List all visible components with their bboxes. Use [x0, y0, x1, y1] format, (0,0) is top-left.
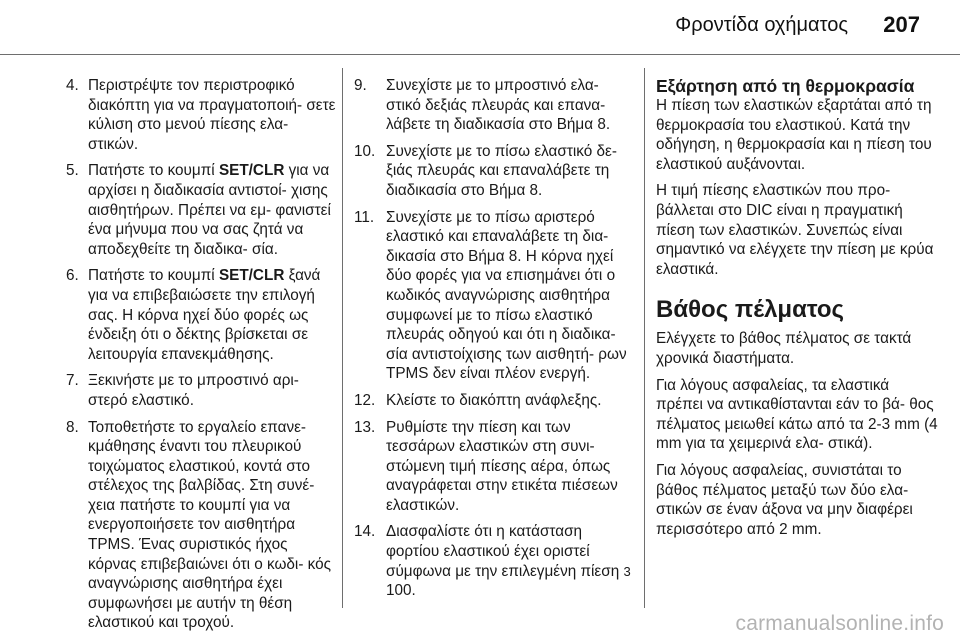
steps-list: [354, 76, 634, 601]
page-reference-arrow-icon: 3: [623, 563, 631, 579]
step-number: 4.: [66, 77, 79, 94]
paragraph: Η τιμή πίεσης ελαστικών που προ- βάλλεται στο DIC είναι η πραγματική πίεση των ελαστικών. Συνεπώς είναι σημαντικό να ελέγχετε την πίεση με κρύα ελαστικά.: [656, 182, 934, 278]
button-name: SET/CLR: [218, 267, 285, 285]
step-number: 10.: [354, 142, 376, 160]
step-item: [66, 418, 338, 634]
watermark: carmanualsonline.info: [735, 612, 944, 635]
paragraph: Η πίεση των ελαστικών εξαρτάται από τη θερμοκρασία του ελαστικού. Κατά την οδήγηση, η θερμοκρασία και η πίεση του ελαστικού αυξάνονται.: [656, 97, 932, 173]
section-subheading: Εξάρτηση από τη θερμοκρασία: [656, 76, 915, 96]
step-item: [66, 371, 338, 410]
step-text: Συνεχίστε με το μπροστινό ελα- στικό δεξιάς πλευράς και επανα- λάβετε τη διαδικασία στο Βήμα 8.: [386, 77, 611, 134]
steps-list: [66, 76, 338, 633]
page-header: [0, 0, 960, 60]
column-divider-1: [342, 68, 343, 608]
step-item: [66, 161, 338, 259]
column-middle: [354, 76, 634, 608]
step-item: [354, 418, 634, 516]
step-number: 8.: [66, 418, 79, 436]
step-text: Κλείστε το διακόπτη ανάφλεξης.: [386, 391, 602, 409]
step-item: [354, 142, 634, 201]
button-name: SET/CLR: [218, 162, 285, 180]
step-text: Ρυθμίστε την πίεση και των τεσσάρων ελαστικών στη συνι- στώμενη τιμή πίεσης αέρα, όπως αναγράφεται στην ετικέτα πιέσεων ελαστικών.: [386, 418, 618, 514]
section-heading: Βάθος πέλματος: [656, 296, 845, 324]
page-reference-link[interactable]: 100.: [386, 582, 416, 600]
page-number: 207: [883, 12, 920, 37]
column-left: [66, 76, 338, 640]
step-text: Ξεκινήστε με το μπροστινό αρι- στερό ελαστικό.: [88, 372, 299, 409]
page-title: Φροντίδα οχήματος: [675, 14, 848, 36]
step-item: [354, 208, 634, 384]
step-number: 5.: [66, 162, 79, 180]
step-text-pre: Πατήστε το κουμπί: [88, 162, 219, 180]
step-number: 13.: [354, 418, 376, 436]
step-text-post: ξανά για να επιβεβαιώσετε την επιλογή σας. Η κόρνα ηχεί δύο φορές ως ένδειξη ότι ο δέκτης βρίσκεται σε λειτουργία επανεκμάθησης.: [88, 267, 321, 363]
step-number: 9.: [354, 77, 367, 94]
step-item: [354, 391, 634, 411]
column-divider-2: [644, 68, 645, 608]
step-text: Τοποθετήστε το εργαλείο επανε- κμάθησης έναντι του πλευρικού τοιχώματος ελαστικού, κοντά στο στέλεχος της βαλβίδας. Στη συνέ- χεια πατήστε το κουμπί για να ενεργοποιήσετε τον αισθητήρα TPMS. Ένας συριστικός ήχος κόρνας επιβεβαιώνει ότι ο κωδι- κός αναγνώρισης αισθητήρα έχει συμφωνήσει με αυτήν τη θέση ελαστικού και τροχού.: [88, 418, 332, 632]
column-right: [656, 76, 938, 546]
step-number: 14.: [354, 523, 376, 541]
step-text-pre: Πατήστε το κουμπί: [88, 267, 219, 285]
paragraph: Για λόγους ασφαλείας, τα ελαστικά πρέπει να αντικαθίστανται εάν το βά- θος πέλματος μειωθεί κάτω από τα 2-3 mm (4 mm για τα χειμερινά ελα- στικά).: [656, 376, 938, 453]
step-number: 6.: [66, 267, 79, 285]
step-text: Διασφαλίστε ότι η κατάσταση φορτίου ελαστικού έχει οριστεί σύμφωνα με την επιλεγμένη πίεση: [386, 523, 620, 580]
step-item: [354, 76, 634, 135]
step-item: [66, 266, 338, 364]
step-item: [66, 76, 338, 154]
step-text-post: για να αρχίσει η διαδικασία αντιστοί- χισης αισθητήρων. Πρέπει να εμ- φανιστεί ένα μήνυμα που να σας ζητά να αποδεχθείτε τη διαδικα- σία.: [88, 162, 331, 258]
header-divider: [0, 54, 960, 55]
step-text: Συνεχίστε με το πίσω αριστερό ελαστικό και επαναλάβετε τη δια- δικασία στο Βήμα 8. Η κόρνα ηχεί δύο φορές για να επισημάνει ότι ο κωδικός αναγνώρισης αισθητήρα συμφωνεί με το πίσω ελαστικό πλευράς οδηγού και ότι η διαδικα- σία αντιστοίχισης των αισθητή- ρων TPMS δεν είναι πλέον ενεργή.: [386, 208, 627, 383]
paragraph: Για λόγους ασφαλείας, συνιστάται το βάθος πέλματος μεταξύ των δύο ελα- στικών σε έναν άξονα να μην διαφέρει περισσότερο από 2 mm.: [656, 461, 913, 538]
paragraph: Ελέγχετε το βάθος πέλματος σε τακτά χρονικά διαστήματα.: [656, 330, 912, 367]
step-text: Συνεχίστε με το πίσω ελαστικό δε- ξιάς πλευράς και επαναλάβετε τη διαδικασία στο Βήμα 8.: [386, 142, 617, 199]
step-number: 12.: [354, 391, 376, 409]
step-item: [354, 522, 634, 600]
step-text: Περιστρέψτε τον περιστροφικό διακόπτη για να πραγματοποιή- σετε κύλιση στο μενού πίεσης ελα- στικών.: [88, 77, 336, 153]
step-number: 7.: [66, 372, 79, 390]
step-number: 11.: [354, 208, 375, 226]
